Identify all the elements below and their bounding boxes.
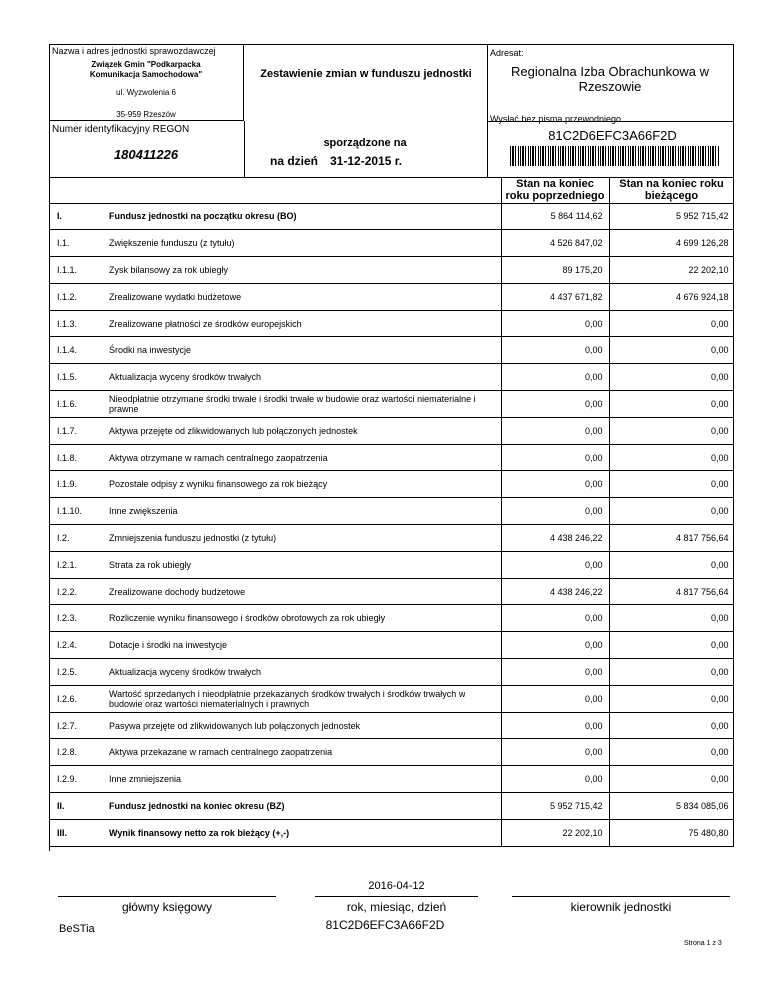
row-value-curr: 0,00 xyxy=(609,391,733,418)
row-number: I.1.7. xyxy=(49,417,107,444)
col-header-prev: Stan na koniec roku poprzedniego xyxy=(505,178,605,202)
row-value-curr: 4 817 756,64 xyxy=(609,525,733,552)
regon-label: Numer identyfikacyjny REGON xyxy=(52,124,190,135)
row-number: I. xyxy=(49,203,107,230)
row-value-prev: 4 437 671,82 xyxy=(501,283,609,310)
row-value-curr: 0,00 xyxy=(609,739,733,766)
row-number: I.2. xyxy=(49,525,107,552)
table-row xyxy=(49,525,733,552)
row-value-prev: 0,00 xyxy=(501,417,609,444)
table-row xyxy=(49,632,733,659)
row-description: Zwiększenie funduszu (z tytułu) xyxy=(107,230,501,257)
date-line xyxy=(315,896,478,897)
row-value-prev: 0,00 xyxy=(501,766,609,793)
row-value-curr: 0,00 xyxy=(609,444,733,471)
row-value-curr: 4 699 126,28 xyxy=(609,230,733,257)
row-value-prev: 0,00 xyxy=(501,337,609,364)
table-row xyxy=(49,766,733,793)
row-value-curr: 0,00 xyxy=(609,551,733,578)
row-description: Pozostałe odpisy z wyniku finansowego za rok bieżący xyxy=(107,471,501,498)
row-description: Fundusz jednostki na koniec okresu (BZ) xyxy=(107,793,501,820)
row-value-curr: 0,00 xyxy=(609,712,733,739)
barcode-image xyxy=(510,146,720,166)
row-number: I.2.1. xyxy=(49,551,107,578)
row-value-curr: 0,00 xyxy=(609,310,733,337)
row-value-curr: 4 817 756,64 xyxy=(609,578,733,605)
row-description: Aktualizacja wyceny środków trwałych xyxy=(107,364,501,391)
row-number: I.1.1. xyxy=(49,257,107,284)
recipient-divider xyxy=(487,44,488,178)
table-row xyxy=(49,391,733,418)
row-description: Aktywa przejęte od zlikwidowanych lub połączonych jednostek xyxy=(107,417,501,444)
row-number: I.1. xyxy=(49,230,107,257)
row-number: I.2.9. xyxy=(49,766,107,793)
row-number: I.1.10. xyxy=(49,498,107,525)
sign-date: 2016-04-12 xyxy=(368,880,425,892)
prepared-label: sporządzone na xyxy=(323,137,407,149)
send-note: Wysłać bez pisma przewodniego xyxy=(490,114,621,124)
row-value-curr: 22 202,10 xyxy=(609,257,733,284)
row-description: Zrealizowane dochody budżetowe xyxy=(107,578,501,605)
row-value-curr: 4 676 924,18 xyxy=(609,283,733,310)
row-description: Zysk bilansowy za rok ubiegły xyxy=(107,257,501,284)
row-value-curr: 0,00 xyxy=(609,364,733,391)
software-name: BeSTia xyxy=(59,923,95,935)
row-value-curr: 75 480,80 xyxy=(609,819,733,846)
page-number: Strona 1 z 3 xyxy=(684,940,722,947)
entity-name: Związek Gmin "Podkarpacka Komunikacja Samochodowa" xyxy=(89,60,203,79)
row-value-prev: 0,00 xyxy=(501,739,609,766)
chief-accountant-label: główny księgowy xyxy=(121,900,213,914)
row-description: Nieodpłatnie otrzymane środki trwałe i środki trwałe w budowie oraz wartości niematerialne i prawne xyxy=(107,391,501,418)
date-caption: rok, miesiąc, dzień xyxy=(346,900,447,914)
table-row xyxy=(49,578,733,605)
row-value-curr: 0,00 xyxy=(609,498,733,525)
row-number: I.2.4. xyxy=(49,632,107,659)
row-value-prev: 4 438 246,22 xyxy=(501,578,609,605)
row-description: Zrealizowane wydatki budżetowe xyxy=(107,283,501,310)
recipient-name: Regionalna Izba Obrachunkowa w Rzeszowie xyxy=(510,64,709,94)
row-value-curr: 0,00 xyxy=(609,417,733,444)
row-description: Rozliczenie wyniku finansowego i środków obrotowych za rok ubiegły xyxy=(107,605,501,632)
row-number: I.1.4. xyxy=(49,337,107,364)
regon-value: 180411226 xyxy=(113,147,179,162)
row-number: I.2.2. xyxy=(49,578,107,605)
row-description: Zrealizowane płatności ze środków europejskich xyxy=(107,310,501,337)
row-value-curr: 0,00 xyxy=(609,685,733,712)
row-description: Aktualizacja wyceny środków trwałych xyxy=(107,659,501,686)
table-row xyxy=(49,203,733,230)
row-value-prev: 22 202,10 xyxy=(501,819,609,846)
table-row xyxy=(49,471,733,498)
entity-postal-city: 35-959 Rzeszów xyxy=(116,110,176,119)
fund-changes-table xyxy=(49,203,734,847)
row-value-prev: 4 526 847,02 xyxy=(501,230,609,257)
report-title: Zestawienie zmian w funduszu jednostki xyxy=(260,68,472,80)
col-header-curr: Stan na koniec roku bieżącego xyxy=(619,178,724,202)
entity-street: ul. Wyzwolenia 6 xyxy=(116,88,176,97)
row-description: Wartość sprzedanych i nieodpłatnie przekazanych środków trwałych i środków trwałych w budowie oraz wartości niematerialnych i prawnych xyxy=(107,685,501,712)
table-row xyxy=(49,685,733,712)
row-value-prev: 0,00 xyxy=(501,471,609,498)
row-number: I.1.9. xyxy=(49,471,107,498)
row-description: Pasywa przejęte od zlikwidowanych lub połączonych jednostek xyxy=(107,712,501,739)
row-value-prev: 0,00 xyxy=(501,391,609,418)
report-date: 31-12-2015 r. xyxy=(330,154,403,168)
table-row xyxy=(49,364,733,391)
table-row xyxy=(49,605,733,632)
table-row xyxy=(49,819,733,846)
row-value-curr: 0,00 xyxy=(609,471,733,498)
row-number: I.2.3. xyxy=(49,605,107,632)
row-value-prev: 0,00 xyxy=(501,551,609,578)
row-number: I.1.5. xyxy=(49,364,107,391)
row-value-prev: 89 175,20 xyxy=(501,257,609,284)
row-value-prev: 0,00 xyxy=(501,364,609,391)
table-row xyxy=(49,257,733,284)
row-number: I.2.7. xyxy=(49,712,107,739)
row-description: Zmniejszenia funduszu jednostki (z tytułu) xyxy=(107,525,501,552)
row-number: I.1.8. xyxy=(49,444,107,471)
row-value-curr: 0,00 xyxy=(609,605,733,632)
row-number: I.2.8. xyxy=(49,739,107,766)
table-row xyxy=(49,417,733,444)
row-number: I.1.6. xyxy=(49,391,107,418)
row-value-curr: 0,00 xyxy=(609,337,733,364)
table-row xyxy=(49,659,733,686)
table-row xyxy=(49,310,733,337)
row-value-prev: 0,00 xyxy=(501,444,609,471)
row-number: III. xyxy=(49,819,107,846)
col-divider-1 xyxy=(501,177,502,204)
row-description: Inne zwiększenia xyxy=(107,498,501,525)
row-description: Fundusz jednostki na początku okresu (BO) xyxy=(107,203,501,230)
row-value-prev: 0,00 xyxy=(501,605,609,632)
row-value-prev: 0,00 xyxy=(501,685,609,712)
row-description: Strata za rok ubiegły xyxy=(107,551,501,578)
row-value-prev: 0,00 xyxy=(501,659,609,686)
head-label: kierownik jednostki xyxy=(570,900,672,914)
table-row xyxy=(49,337,733,364)
table-row xyxy=(49,793,733,820)
row-number: I.1.3. xyxy=(49,310,107,337)
row-number: II. xyxy=(49,793,107,820)
row-description: Dotacje i środki na inwestycje xyxy=(107,632,501,659)
row-description: Wynik finansowy netto za rok bieżący (+,-) xyxy=(107,819,501,846)
row-value-prev: 0,00 xyxy=(501,498,609,525)
head-line xyxy=(512,896,730,897)
table-row xyxy=(49,739,733,766)
row-value-curr: 0,00 xyxy=(609,659,733,686)
row-value-prev: 0,00 xyxy=(501,632,609,659)
table-row xyxy=(49,283,733,310)
row-value-prev: 4 438 246,22 xyxy=(501,525,609,552)
row-value-prev: 5 864 114,62 xyxy=(501,203,609,230)
row-value-curr: 5 834 085,06 xyxy=(609,793,733,820)
row-value-prev: 0,00 xyxy=(501,310,609,337)
doc-code: 81C2D6EFC3A66F2D xyxy=(548,128,677,143)
table-row xyxy=(49,444,733,471)
recipient-label: Adresat: xyxy=(490,48,524,58)
footer-doc-code: 81C2D6EFC3A66F2D xyxy=(325,918,445,932)
row-number: I.2.5. xyxy=(49,659,107,686)
chief-accountant-line xyxy=(58,896,276,897)
col-divider-2 xyxy=(609,177,610,204)
row-description: Środki na inwestycje xyxy=(107,337,501,364)
row-description: Aktywa przekazane w ramach centralnego zaopatrzenia xyxy=(107,739,501,766)
row-description: Aktywa otrzymane w ramach centralnego zaopatrzenia xyxy=(107,444,501,471)
regon-divider xyxy=(244,121,245,178)
entity-name-label: Nazwa i adres jednostki sprawozdawczej xyxy=(52,46,216,56)
row-value-curr: 0,00 xyxy=(609,766,733,793)
row-value-prev: 0,00 xyxy=(501,712,609,739)
row-value-prev: 5 952 715,42 xyxy=(501,793,609,820)
table-row xyxy=(49,551,733,578)
row-number: I.2.6. xyxy=(49,685,107,712)
date-label: na dzień xyxy=(270,154,319,168)
row-value-curr: 5 952 715,42 xyxy=(609,203,733,230)
table-row xyxy=(49,498,733,525)
row-value-curr: 0,00 xyxy=(609,632,733,659)
row-number: I.1.2. xyxy=(49,283,107,310)
table-row xyxy=(49,230,733,257)
row-description: Inne zmniejszenia xyxy=(107,766,501,793)
table-row xyxy=(49,712,733,739)
